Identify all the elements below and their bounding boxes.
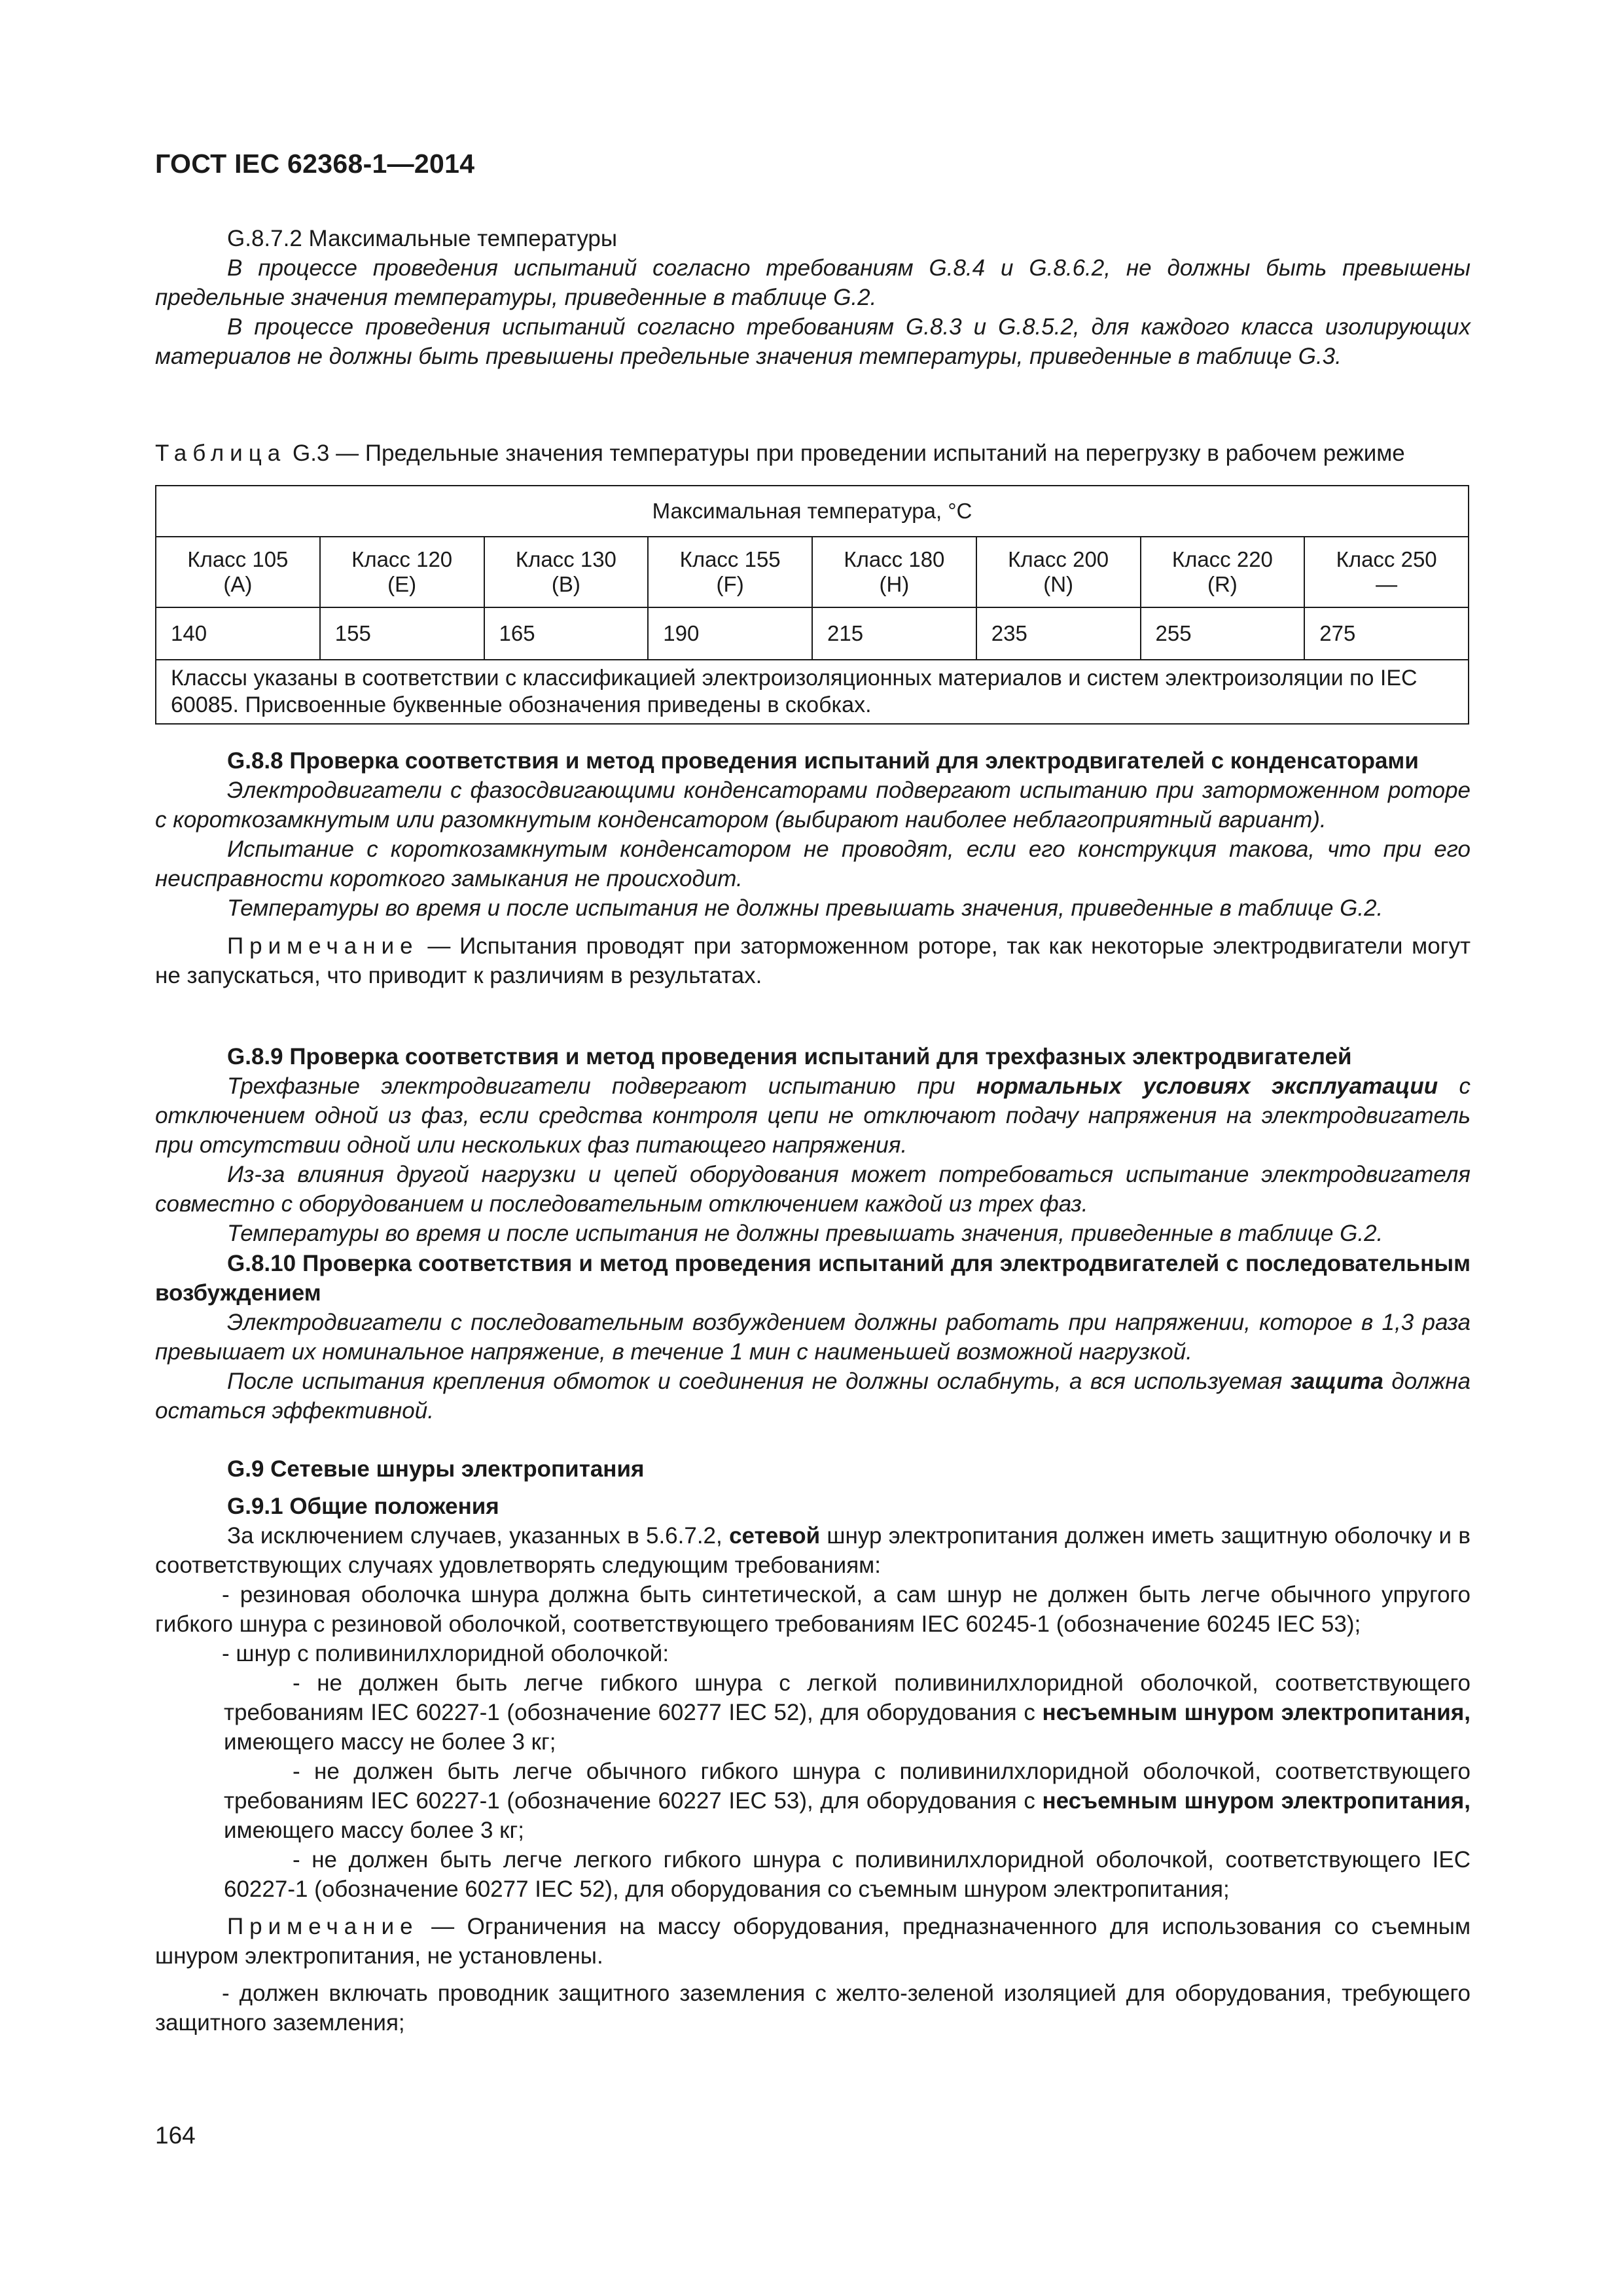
- table-cell: 155: [320, 607, 484, 660]
- table-cell: 255: [1141, 607, 1305, 660]
- table-header-cell: Класс 130 (B): [484, 537, 649, 607]
- section-g872: [155, 224, 1471, 371]
- note-label: Примечание: [227, 933, 419, 959]
- table-group-header-row: [156, 486, 1469, 537]
- sub-list-item: - не должен быть легче гибкого шнура с легкой поливинилхлоридной оболочкой, соответствующего требованиям IEC 60227-1 (обозначение 60277 IEC 52), для оборудования с несъемным шнуром электропитания, имеющего массу не более 3 кг;: [224, 1670, 1471, 1755]
- section-heading: G.8.10 Проверка соответствия и метод проведения испытаний для электродвигателей с последовательным возбуждением: [155, 1251, 1471, 1306]
- table-cell: 275: [1304, 607, 1469, 660]
- paragraph: Электродвигатели с фазосдвигающими конденсаторами подвергают испытанию при заторможенном роторе с короткозамкнутым или разомкнутым конденсатором (выбирают наиболее неблагоприятный вариант).: [155, 778, 1471, 833]
- section-heading: G.8.7.2 Максимальные температуры: [227, 226, 618, 251]
- list-item: - должен включать проводник защитного заземления с желто-зеленой изоляцией для оборудования, требующего защитного заземления;: [155, 1981, 1471, 2036]
- defined-term: нормальных условиях эксплуатации: [976, 1073, 1438, 1099]
- table-header-row: [156, 537, 1469, 607]
- table-cell: 215: [812, 607, 976, 660]
- list-item: - резиновая оболочка шнура должна быть синтетической, а сам шнур не должен быть легче обычного упругого гибкого шнура с резиновой оболочкой, соответствующего требованиям IEC 60245-1 (обозначение 60245 IEC 53);: [155, 1582, 1471, 1637]
- section-heading: G.9 Сетевые шнуры электропитания: [227, 1456, 645, 1482]
- table-caption-label: Таблица: [155, 440, 287, 466]
- sub-list-item: - не должен быть легче легкого гибкого шнура с поливинилхлоридной оболочкой, соответствующего IEC 60227-1 (обозначение 60277 IEC 52), для оборудования со съемным шнуром электропитания;: [224, 1847, 1471, 1902]
- table-cell: 235: [976, 607, 1141, 660]
- table-header-cell: Класс 120 (E): [320, 537, 484, 607]
- note-text: — Ограничения на массу оборудования, предназначенного для использования со съемным шнуром электропитания, не установлены.: [155, 1914, 1471, 1969]
- table-cell: 190: [648, 607, 812, 660]
- paragraph: В процессе проведения испытаний согласно требованиям G.8.4 и G.8.6.2, не должны быть превышены предельные значения температуры, приведенные в таблице G.2.: [155, 255, 1471, 310]
- section-g9: [155, 1454, 1471, 2037]
- subsection-heading: G.9.1 Общие положения: [227, 1494, 499, 1519]
- page-number: 164: [155, 2122, 196, 2149]
- paragraph: За исключением случаев, указанных в 5.6.7.2, сетевой шнур электропитания должен иметь защитную оболочку и в соответствующих случаях удовлетворять следующим требованиям:: [155, 1523, 1471, 1578]
- paragraph: Трехфазные электродвигатели подвергают испытанию при нормальных условиях эксплуатации с отключением одной из фаз, если средства контроля цепи не отключают подачу напряжения на электродвигатель при отсутствии одной или нескольких фаз питающего напряжения.: [155, 1073, 1471, 1158]
- sub-list-item: - не должен быть легче обычного гибкого шнура с поливинилхлоридной оболочкой, соответствующего требованиям IEC 60227-1 (обозначение 60227 IEC 53), для оборудования с несъемным шнуром электропитания, имеющего массу более 3 кг;: [224, 1759, 1471, 1843]
- document-header: ГОСТ IEC 62368-1—2014: [155, 149, 475, 179]
- paragraph: Электродвигатели с последовательным возбуждением должны работать при напряжении, которое в 1,3 раза превышает их номинальное напряжение, в течение 1 мин с наименьшей возможной нагрузкой.: [155, 1310, 1471, 1365]
- table-caption-text: G.3 — Предельные значения температуры при проведении испытаний на перегрузку в рабочем режиме: [292, 440, 1405, 466]
- paragraph: В процессе проведения испытаний согласно требованиям G.8.3 и G.8.5.2, для каждого класса изолирующих материалов не должны быть превышены предельные значения температуры, приведенные в таблице G.3.: [155, 314, 1471, 369]
- paragraph: Из-за влияния другой нагрузки и цепей оборудования может потребоваться испытание электродвигателя совместно с оборудованием и последовательным отключением каждой из трех фаз.: [155, 1162, 1471, 1217]
- section-g810: [155, 1249, 1471, 1426]
- paragraph: Температуры во время и после испытания не должны превышать значения, приведенные в таблице G.2.: [227, 895, 1383, 921]
- table-header-cell: Класс 220 (R): [1141, 537, 1305, 607]
- paragraph: После испытания крепления обмоток и соединения не должны ослабнуть, а вся используемая защита должна остаться эффективной.: [155, 1369, 1471, 1424]
- defined-term: несъемным шнуром электропитания,: [1042, 1788, 1471, 1814]
- note-text: — Испытания проводят при заторможенном роторе, так как некоторые электродвигатели могут не запускаться, что приводит к различиям в результатах.: [155, 933, 1471, 988]
- note-label: Примечание: [227, 1914, 419, 1939]
- table-row: [156, 607, 1469, 660]
- table-header-cell: Класс 250 —: [1304, 537, 1469, 607]
- table-note: Классы указаны в соответствии с классификацией электроизоляционных материалов и систем электроизоляции по IEC 60085. Присвоенные буквенные обозначения приведены в скобках.: [156, 660, 1469, 724]
- section-g89: [155, 1042, 1471, 1248]
- section-heading: G.8.8 Проверка соответствия и метод проведения испытаний для электродвигателей с конденсаторами: [227, 748, 1419, 774]
- section-g88: [155, 746, 1471, 990]
- note: [155, 1912, 1471, 1971]
- table-header-cell: Класс 105 (A): [156, 537, 320, 607]
- note: [155, 931, 1471, 990]
- table-header-cell: Класс 200 (N): [976, 537, 1141, 607]
- table-cell: 140: [156, 607, 320, 660]
- table-g3: [155, 485, 1469, 725]
- section-heading: G.8.9 Проверка соответствия и метод проведения испытаний для трехфазных электродвигателей: [227, 1044, 1352, 1069]
- paragraph: Температуры во время и после испытания не должны превышать значения, приведенные в таблице G.2.: [227, 1221, 1383, 1246]
- defined-term: защита: [1290, 1369, 1383, 1394]
- defined-term: сетевой: [729, 1523, 821, 1549]
- table-group-header: Максимальная температура, °C: [156, 486, 1469, 537]
- paragraph: Испытание с короткозамкнутым конденсатором не проводят, если его конструкция такова, что при его неисправности короткого замыкания не происходит.: [155, 836, 1471, 891]
- table-caption: [155, 439, 1471, 468]
- table-note-row: [156, 660, 1469, 724]
- table-cell: 165: [484, 607, 649, 660]
- table-header-cell: Класс 180 (H): [812, 537, 976, 607]
- list-item: - шнур с поливинилхлоридной оболочкой:: [222, 1641, 669, 1666]
- defined-term: несъемным шнуром электропитания,: [1042, 1700, 1471, 1725]
- table-header-cell: Класс 155 (F): [648, 537, 812, 607]
